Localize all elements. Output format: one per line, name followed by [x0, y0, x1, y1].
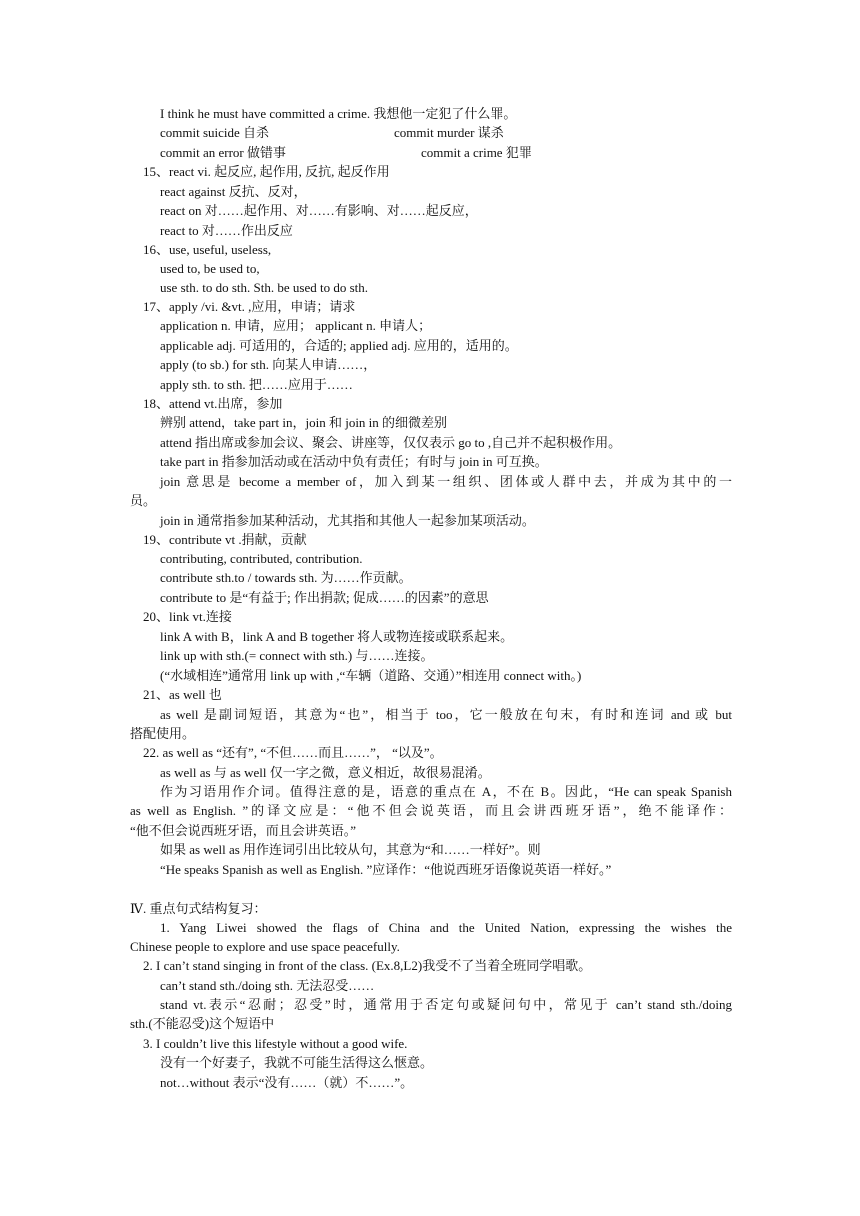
text-line: applicable adj. 可适用的，合适的; applied adj. 应用的，适用的。: [160, 338, 518, 353]
text-line: not…without 表示“没有……（就）不……”。: [160, 1075, 414, 1090]
text-line: commit an error 做错事: [160, 145, 286, 160]
text-line: commit suicide 自杀: [160, 125, 270, 140]
text-line: 2. I can’t stand singing in front of the class. (Ex.8,L2)我受不了当着全班同学唱歌。: [143, 958, 592, 973]
text-line: 3. I couldn’t live this lifestyle without a good wife.: [143, 1036, 408, 1051]
text-line: react to 对……作出反应: [160, 223, 293, 238]
text-line: used to, be used to,: [160, 261, 260, 276]
text-line: 1. Yang Liwei showed the flags of China and the United Nation, expressing the wishes the: [160, 920, 732, 935]
text-line: (“水域相连”通常用 link up with ,“车辆（道路、交通）”相连用 connect with。): [160, 668, 582, 683]
text-line: can’t stand sth./doing sth. 无法忍受……: [160, 978, 375, 993]
text-line: commit a crime 犯罪: [421, 145, 532, 160]
text-line: 搭配使用。: [130, 726, 196, 741]
text-line: Chinese people to explore and use space peacefully.: [130, 939, 400, 954]
text-line: 16、use, useful, useless,: [143, 242, 272, 257]
text-line: 15、react vi. 起反应, 起作用, 反抗, 起反作用: [143, 164, 390, 179]
text-line: join in 通常指参加某种活动，尤其指和其他人一起参加某项活动。: [160, 513, 535, 528]
text-line: react on 对……起作用、对……有影响、对……起反应，: [160, 203, 478, 218]
text-line: 没有一个好妻子，我就不可能生活得这么惬意。: [160, 1055, 434, 1070]
text-line: contribute to 是“有益于; 作出捐款; 促成……的因素”的意思: [160, 590, 489, 605]
text-line: sth.(不能忍受)这个短语中: [130, 1016, 275, 1031]
text-line: 17、apply /vi. &vt. ,应用，申请；请求: [143, 299, 356, 314]
text-line: join 意思是 become a member of，加入到某一组织、团体或人群中去，并成为其中的一: [160, 474, 732, 489]
text-line: 辨别 attend，take part in，join 和 join in 的细微差别: [160, 415, 448, 430]
text-line: 21、as well 也: [143, 687, 222, 702]
text-line: apply (to sb.) for sth. 向某人申请……，: [160, 357, 377, 372]
text-line: react against 反抗、反对，: [160, 184, 307, 199]
text-line: 作为习语用作介词。值得注意的是，语意的重点在 A，不在 B。因此，“He can speak Spanish: [160, 784, 732, 799]
text-line: “He speaks Spanish as well as English. ”应译作：“他说西班牙语像说英语一样好。”: [160, 862, 612, 877]
text-line: as well as 与 as well 仅一字之微，意义相近，故很易混淆。: [160, 765, 491, 780]
text-line: contribute sth.to / towards sth. 为……作贡献。: [160, 570, 412, 585]
text-line: 19、contribute vt .捐献，贡献: [143, 532, 307, 547]
text-line: 20、link vt.连接: [143, 609, 232, 624]
text-line: take part in 指参加活动或在活动中负有责任；有时与 join in 可互换。: [160, 454, 548, 469]
text-line: attend 指出席或参加会议、聚会、讲座等，仅仅表示 go to ,自己并不起积极作用。: [160, 435, 622, 450]
text-line: I think he must have committed a crime. 我想他一定犯了什么罪。: [160, 106, 517, 121]
text-line: “他不但会说西班牙语，而且会讲英语。”: [130, 823, 357, 838]
text-line: application n. 申请，应用； applicant n. 申请人；: [160, 318, 432, 333]
text-line: as well as English. ”的译文应是：“他不但会说英语，而且会讲西班牙语”，绝不能译作：: [130, 803, 732, 818]
section-heading: Ⅳ. 重点句式结构复习：: [130, 901, 267, 916]
text-line: 如果 as well as 用作连词引出比较从句，其意为“和……一样好”。则: [160, 842, 541, 857]
text-line: 18、attend vt.出席，参加: [143, 396, 283, 411]
text-line: stand vt.表示“忍耐；忍受”时，通常用于否定句或疑问句中，常见于 can’t stand sth./doing: [160, 997, 732, 1012]
text-line: link A with B，link A and B together 将人或物连接或联系起来。: [160, 629, 514, 644]
text-line: contributing, contributed, contribution.: [160, 551, 363, 566]
text-line: 22. as well as “还有”, “不但……而且……”， “以及”。: [143, 745, 443, 760]
text-line: use sth. to do sth. Sth. be used to do sth.: [160, 280, 369, 295]
text-line: as well 是副词短语，其意为“也”，相当于 too，它一般放在句末，有时和连词 and 或 but: [160, 707, 732, 722]
text-line: link up with sth.(= connect with sth.) 与……连接。: [160, 648, 434, 663]
text-line: commit murder 谋杀: [394, 125, 504, 140]
text-line: 员。: [130, 493, 157, 508]
text-line: apply sth. to sth. 把……应用于……: [160, 377, 353, 392]
